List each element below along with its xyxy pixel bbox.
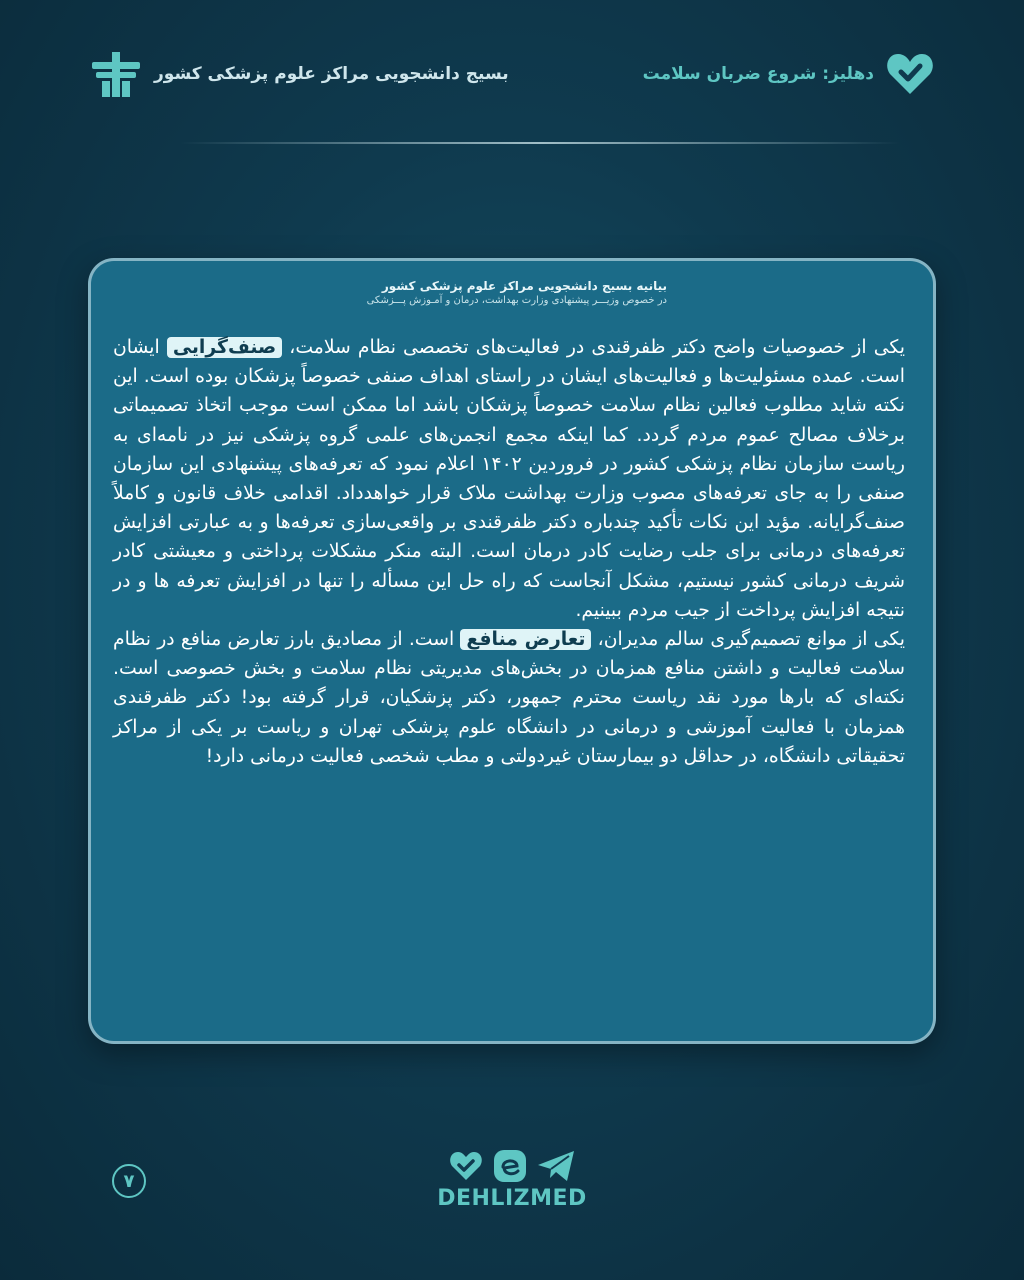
telegram-icon[interactable] [536,1148,576,1184]
card-subtitle: در خصوص وزیـــر پیشنهادی وزارت بهداشت، درمان و آمـوزش پـــزشکی [366,295,667,306]
org-name: بسیج دانشجویی مراکز علوم پزشکی کشور [154,64,509,84]
org-brand [88,48,509,100]
dehliz-brand [643,48,936,100]
card-header [367,279,667,306]
paragraph-2-start: یکی از موانع تصمیم‌گیری سالم مدیران، [591,629,905,651]
eitaa-icon[interactable] [492,1148,528,1184]
social-icons [412,1148,612,1184]
highlight-guild-orientation: صنف‌گرایی [167,337,282,358]
paragraph-2-rest: است. از مصادیق بارز تعارض منافع در نظام سلامت فعالیت و داشتن منافع همزمان در بخش‌های مدیریتی نظام سلامت و بخش خصوصی است. نکته‌ای که بارها مورد نقد ریاست محترم جمهور، دکتر پزشکیان، قرار گرفته بود! دکتر ظفرقندی همزمان با فعالیت آموزشی و درمانی در دانشگاه علوم پزشکی تهران و ریاست بر یکی از مراکز تحقیقاتی دانشگاه، در حداقل دو بیمارستان غیردولتی و مطب شخصی فعالیت درمانی دارد! [113,629,905,767]
header [88,48,936,104]
dehliz-tagline: دهلیز: شروع ضربان سلامت [642,64,874,84]
page-number: ۷ [112,1164,146,1198]
heart-logo-icon [884,48,936,100]
footer-brand [412,1148,612,1211]
basij-logo-icon [88,48,144,100]
statement-body [113,333,905,771]
card-title: بیانیه بسیج دانشجویی مراکز علوم پزشکی کشور [381,279,667,293]
paragraph-1-rest: ایشان است. عمده مسئولیت‌ها و فعالیت‌های ایشان در راستای اهداف صنفی خصوصاً پزشکان بوده است. این نکته شاید مطلوب فعالین نظام سلامت خصوصاً پزشکان باشد اما ممکن است موجب اتخاذ تصمیماتی برخلاف مصالح عموم مردم گردد. کما اینکه مجمع انجمن‌های علمی گروه پزشکی نیز در نامه‌ای به ریاست سازمان نظام پزشکی کشور در فروردین ۱۴۰۲ اعلام نمود که تعرفه‌های پیشنهادی این سازمان صنفی را به جای تعرفه‌های مصوب وزارت بهداشت ملاک قرار خواهدداد. اقدامی خلاف قانون و کاملاً صنف‌گرایانه. مؤید این نکات تأکید چندباره دکتر ظفرقندی بر واقعی‌سازی تعرفه‌ها و به عبارتی افزایش تعرفه‌های درمانی برای جلب رضایت کادر درمان است. البته منکر مشکلات پرداختی و معیشتی کادر شریف درمانی کشور نیستیم، مشکل آنجاست که راه حل این مسأله را تنها در افزایش تعرفه ها و در نتیجه افزایش پرداخت از جیب مردم ببینیم. [113,337,905,621]
dehlizmed-brand: DEHLIZMED [437,1186,587,1211]
highlight-conflict-of-interest: تعارض منافع [460,629,591,650]
paragraph-2 [113,625,905,771]
paragraph-1 [113,333,905,625]
verified-heart-icon[interactable] [448,1148,484,1184]
header-divider [180,142,900,144]
paragraph-1-start: یکی از خصوصیات واضح دکتر ظفرقندی در فعالیت‌های تخصصی نظام سلامت، [282,337,905,358]
statement-card [88,258,936,1044]
